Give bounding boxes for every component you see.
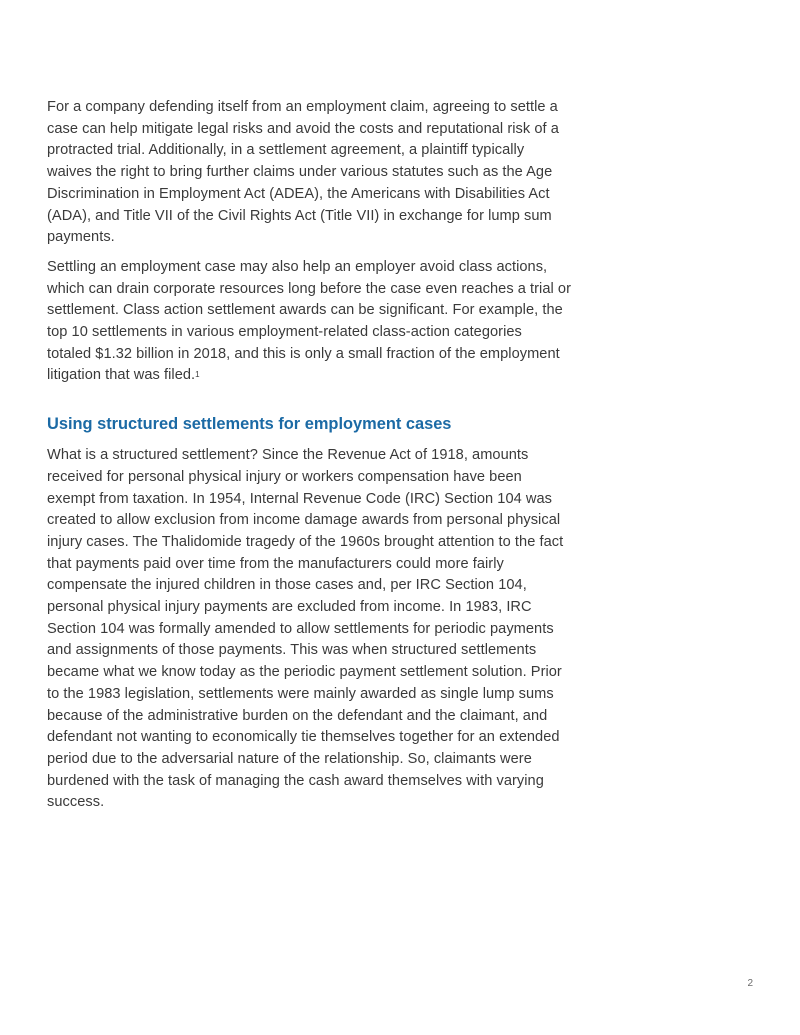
text-line: For a company defending itself from an employment claim, agreeing to settle a: [47, 99, 558, 115]
text-line: Settling an employment case may also help an employer avoid class actions,: [47, 258, 548, 275]
text-line: Discrimination in Employment Act (ADEA), the Americans with Disabilities Act: [47, 185, 550, 202]
text-line: payments.: [47, 229, 115, 246]
paragraph-class-actions: [47, 257, 577, 387]
text-line: waives the right to bring further claims under various statutes such as the Age: [47, 164, 553, 181]
text-line-content: litigation that was filed.: [47, 367, 196, 384]
text-line: settlement. Class action settlement awards can be significant. For example, the: [47, 302, 563, 319]
text-line: created to allow exclusion from income damage awards from personal physical: [47, 512, 561, 529]
text-line: received for personal physical injury or workers compensation have been: [47, 468, 522, 485]
text-line: period due to the adversarial nature of the relationship. So, claimants were: [47, 750, 532, 767]
page-number: 2: [747, 978, 753, 989]
document-body: [47, 97, 577, 822]
footnote-marker[interactable]: 1: [195, 370, 200, 380]
section-heading: Using structured settlements for employment cases: [47, 415, 452, 434]
text-line: protracted trial. Additionally, in a settlement agreement, a plaintiff typically: [47, 142, 525, 159]
text-line: which can drain corporate resources long before the case even reaches a trial or: [47, 280, 571, 297]
text-line: and assignments of those payments. This was when structured settlements: [47, 642, 537, 659]
text-line: defendant not wanting to economically tie themselves together for an extended: [47, 729, 560, 746]
text-line: because of the administrative burden on the defendant and the claimant, and: [47, 707, 548, 724]
text-line: injury cases. The Thalidomide tragedy of the 1960s brought attention to the fact: [47, 533, 564, 550]
text-line: personal physical injury payments are excluded from income. In 1983, IRC: [47, 599, 532, 616]
text-line: that payments paid over time from the manufacturers could more fairly: [47, 555, 504, 572]
text-line: became what we know today as the periodic payment settlement solution. Prior: [47, 664, 562, 681]
text-line: to the 1983 legislation, settlements were mainly awarded as single lump sums: [47, 685, 554, 702]
text-line: exempt from taxation. In 1954, Internal Revenue Code (IRC) Section 104 was: [47, 490, 553, 507]
text-line: success.: [47, 794, 105, 811]
paragraph-settlement-benefits: [47, 97, 577, 249]
text-line: What is a structured settlement? Since the Revenue Act of 1918, amounts: [47, 447, 529, 464]
text-line: [47, 365, 577, 387]
text-line: compensate the injured children in those cases and, per IRC Section 104,: [47, 577, 527, 594]
paragraph-structured-settlement-history: [47, 445, 577, 814]
text-line: totaled $1.32 billion in 2018, and this is only a small fraction of the employment: [47, 345, 560, 362]
text-line: Section 104 was formally amended to allow settlements for periodic payments: [47, 620, 554, 637]
text-line: case can help mitigate legal risks and avoid the costs and reputational risk of a: [47, 120, 559, 137]
text-line: burdened with the task of managing the cash award themselves with varying: [47, 772, 544, 789]
text-line: top 10 settlements in various employment-related class-action categories: [47, 324, 522, 341]
text-line: (ADA), and Title VII of the Civil Rights Act (Title VII) in exchange for lump sum: [47, 207, 552, 224]
